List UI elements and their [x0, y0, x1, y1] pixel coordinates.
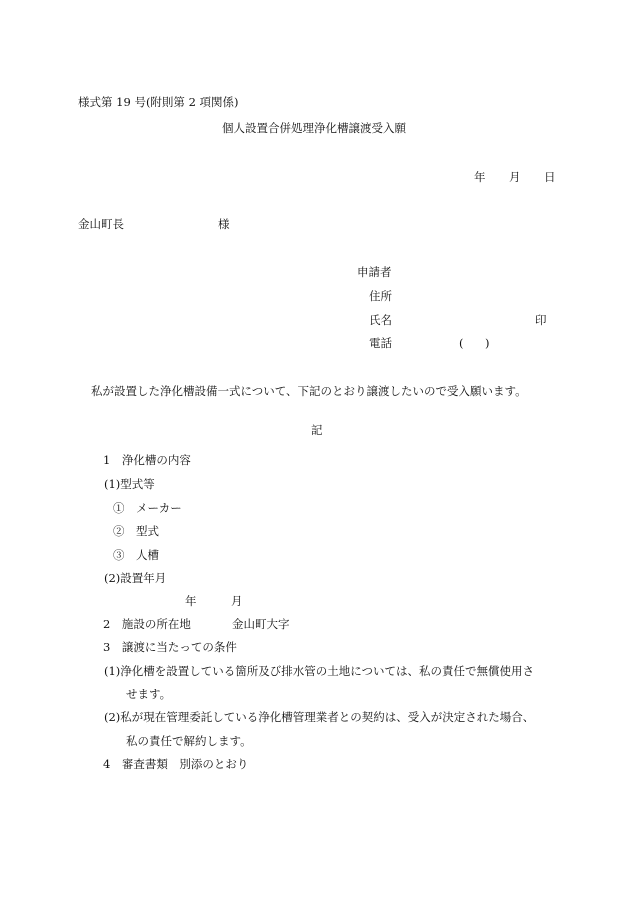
- phone-paren-close: ): [485, 336, 490, 350]
- item-1-capacity: ③ 人槽: [113, 548, 159, 562]
- applicant-address-label: 住所: [369, 289, 392, 303]
- applicant-name-label: 氏名: [369, 313, 392, 327]
- date-month-label: 月: [509, 170, 521, 184]
- item-1-sub-1: (1)型式等: [104, 477, 155, 491]
- addressee-name: 金山町長: [78, 217, 124, 231]
- date-year-label: 年: [474, 170, 486, 184]
- item-3-heading: 3 譲渡に当たっての条件: [103, 640, 237, 654]
- condition-1-line-2: せます。: [126, 687, 172, 701]
- ki-heading: 記: [311, 423, 323, 437]
- phone-paren-open: (: [459, 336, 464, 350]
- condition-2-line-1: (2)私が現在管理委託している浄化槽管理業者との契約は、受入が決定された場合、: [104, 710, 535, 724]
- item-1-heading: 1 浄化槽の内容: [103, 453, 191, 467]
- item-1-model: ② 型式: [113, 524, 159, 538]
- item-2-value: 金山町大字: [232, 617, 290, 631]
- item-2-heading: 2 施設の所在地: [103, 617, 191, 631]
- applicant-phone-label: 電話: [369, 336, 392, 350]
- document-title: 個人設置合併処理浄化槽譲渡受入願: [222, 121, 406, 135]
- form-number: 様式第 19 号(附則第 2 項関係): [78, 95, 239, 109]
- date-day-label: 日: [544, 170, 556, 184]
- item-1-sub-2: (2)設置年月: [104, 571, 167, 585]
- addressee-honorific: 様: [218, 217, 230, 231]
- install-year-label: 年: [185, 594, 197, 608]
- condition-1-line-1: (1)浄化槽を設置している箇所及び排水管の土地については、私の責任で無償使用さ: [104, 664, 535, 678]
- condition-2-line-2: 私の責任で解約します。: [126, 734, 252, 748]
- seal-mark: 印: [535, 313, 547, 327]
- item-4-heading: 4 審査書類 別添のとおり: [103, 757, 249, 771]
- install-month-label: 月: [231, 594, 243, 608]
- item-1-maker: ① メーカー: [113, 501, 182, 515]
- applicant-heading: 申請者: [357, 265, 392, 279]
- request-text: 私が設置した浄化槽設備一式について、下記のとおり譲渡したいので受入願います。: [91, 384, 527, 398]
